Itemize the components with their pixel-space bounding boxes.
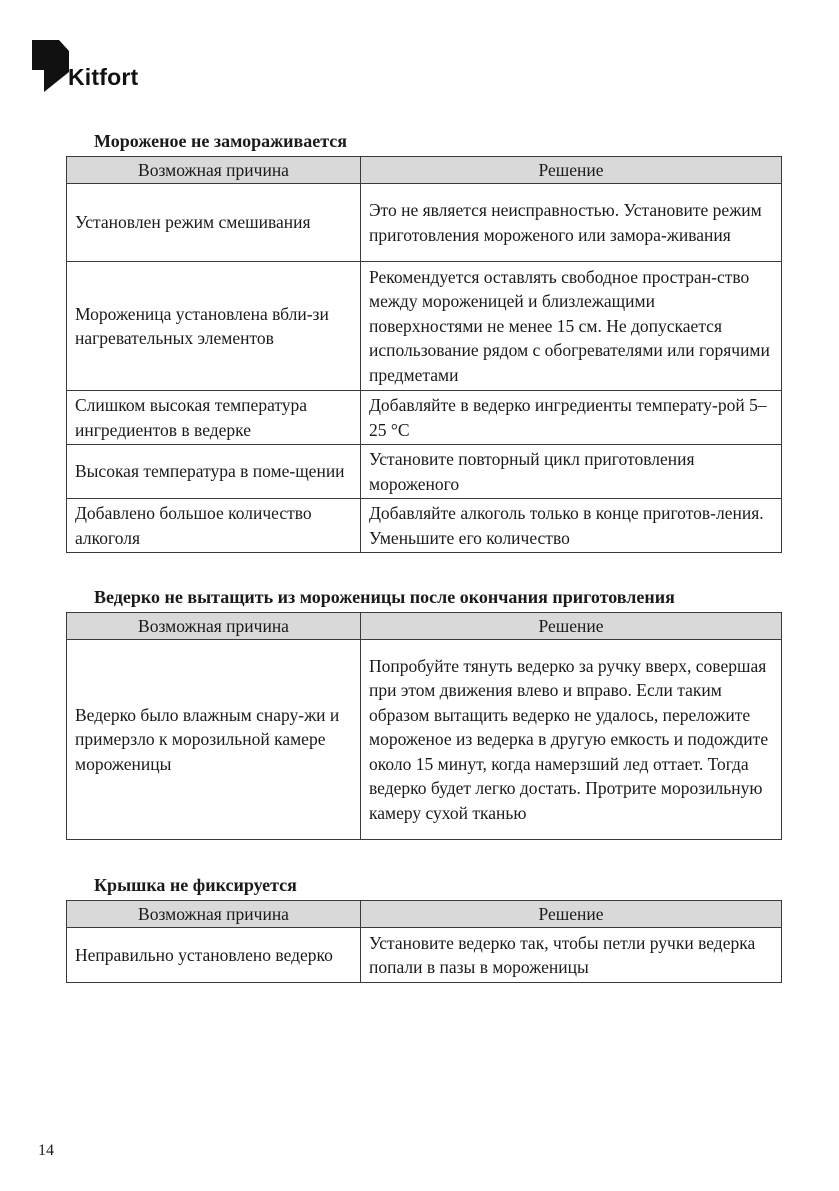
header-cause: Возможная причина (67, 157, 361, 184)
cause-cell: Высокая температура в поме-щении (67, 445, 361, 499)
table-row (67, 640, 782, 840)
brand-name: Kitfort (68, 64, 139, 90)
troubleshooting-table (66, 156, 782, 553)
cause-cell: Слишком высокая температура ингредиентов в ведерке (67, 391, 361, 445)
header-solution: Решение (361, 157, 782, 184)
cause-cell: Установлен режим смешивания (67, 184, 361, 262)
troubleshooting-table (66, 612, 782, 840)
table-row (67, 445, 782, 499)
table-row (67, 391, 782, 445)
solution-cell: Установите повторный цикл приготовления мороженого (361, 445, 782, 499)
section-ice-cream-not-freezing (66, 130, 781, 553)
table-header-row (67, 613, 782, 640)
solution-cell: Добавляйте в ведерко ингредиенты температу-рой 5–25 °С (361, 391, 782, 445)
cause-cell: Неправильно установлено ведерко (67, 928, 361, 983)
header-solution: Решение (361, 901, 782, 928)
section-title: Мороженое не замораживается (94, 131, 348, 151)
page-number: 14 (38, 1142, 54, 1159)
cause-cell: Добавлено большое количество алкоголя (67, 499, 361, 553)
solution-cell: Попробуйте тянуть ведерко за ручку вверх, совершая при этом движения влево и вправо. Если таким образом вытащить ведерко не удалось, переложите мороженое из ведерка в другую емкость и подождите около 15 минут, когда намерзший лед оттает. Тогда ведерко будет легко достать. Протрите морозильную камеру сухой тканью (361, 640, 782, 840)
solution-cell: Это не является неисправностью. Установите режим приготовления мороженого или замора-живания (361, 184, 782, 262)
table-row (67, 499, 782, 553)
solution-cell: Установите ведерко так, чтобы петли ручки ведерка попали в пазы в мороженицы (361, 928, 782, 983)
header-cause: Возможная причина (67, 901, 361, 928)
solution-cell: Рекомендуется оставлять свободное простран-ство между мороженицей и близлежащими поверхностями не менее 15 см. Не допускается использование рядом с обогревателями или горячими предметами (361, 262, 782, 391)
header-cause: Возможная причина (67, 613, 361, 640)
troubleshooting-table (66, 900, 782, 983)
section-title: Ведерко не вытащить из мороженицы после окончания приготовления (94, 587, 675, 607)
section-lid-not-fixing (66, 874, 781, 983)
cause-cell: Ведерко было влажным снару-жи и примерзло к морозильной камере мороженицы (67, 640, 361, 840)
solution-cell: Добавляйте алкоголь только в конце приготов-ления. Уменьшите его количество (361, 499, 782, 553)
table-row (67, 928, 782, 983)
table-row (67, 262, 782, 391)
header-solution: Решение (361, 613, 782, 640)
section-title: Крышка не фиксируется (94, 875, 297, 895)
kitfort-logo-icon (32, 40, 72, 92)
table-row (67, 184, 782, 262)
cause-cell: Мороженица установлена вбли-зи нагревательных элементов (67, 262, 361, 391)
section-bucket-stuck (66, 586, 781, 840)
table-header-row (67, 901, 782, 928)
kitfort-logo (32, 40, 152, 96)
table-header-row (67, 157, 782, 184)
